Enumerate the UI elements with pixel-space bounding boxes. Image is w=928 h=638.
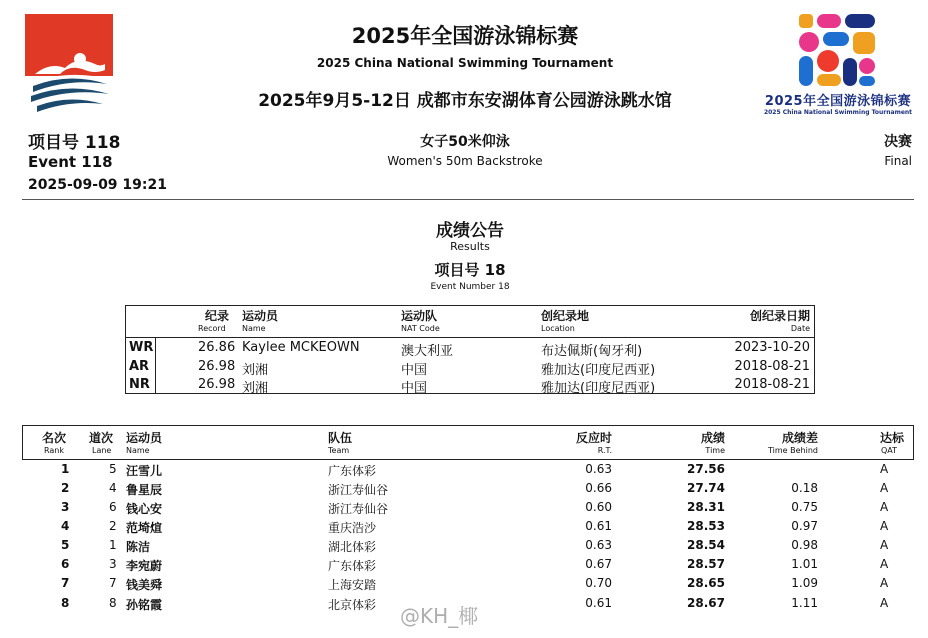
res-hdr-rt-en: R.T. [597, 446, 612, 455]
rank-cell: 8 [61, 596, 70, 610]
team-cell: 浙江寿仙谷 [328, 483, 389, 497]
res-hdr-rank-en: Rank [44, 446, 64, 455]
rt-cell: 0.63 [585, 538, 612, 552]
results-title-cn: 成绩公告 [436, 221, 504, 241]
team-cell: 北京体彩 [328, 598, 377, 612]
behind-cell: 0.98 [791, 538, 818, 552]
time-cell: 28.54 [687, 538, 725, 552]
rec-hdr-nat-en: NAT Code [401, 324, 440, 333]
rank-cell: 5 [61, 538, 70, 552]
rec-location: 雅加达(印度尼西亚) [541, 363, 656, 378]
rt-cell: 0.70 [585, 576, 612, 590]
rec-name: Kaylee MCKEOWN [242, 340, 360, 355]
athlete-cell: 陈洁 [126, 540, 151, 554]
tournament-logo-caption [752, 90, 924, 116]
team-cell: 广东体彩 [328, 559, 377, 573]
athlete-cell: 孙铭霞 [126, 598, 163, 612]
rec-type: NR [129, 377, 150, 392]
rec-nat: 中国 [401, 381, 428, 396]
rt-cell: 0.60 [585, 500, 612, 514]
res-hdr-team-en: Team [328, 446, 350, 455]
rec-date: 2018-08-21 [734, 377, 810, 392]
rec-hdr-date-cn: 创纪录日期 [749, 309, 810, 323]
rec-hdr-loc-en: Location [541, 324, 575, 333]
lane-cell: 3 [109, 557, 117, 571]
rec-hdr-date-en: Date [790, 324, 810, 333]
qat-cell: A [880, 519, 889, 533]
behind-cell: 0.18 [791, 481, 818, 495]
rec-name: 刘湘 [242, 363, 269, 378]
team-cell: 广东体彩 [328, 464, 377, 478]
qat-cell: A [880, 576, 889, 590]
results-title-en: Results [450, 240, 490, 253]
event-number-cn: 项目号 118 [28, 133, 121, 153]
rec-time: 26.98 [198, 377, 236, 392]
behind-cell: 0.75 [791, 500, 818, 514]
event-no-en: Event Number 18 [430, 282, 510, 292]
qat-cell: A [880, 481, 889, 495]
behind-cell: 0.97 [791, 519, 818, 533]
rt-cell: 0.61 [585, 596, 612, 610]
lane-cell: 2 [109, 519, 117, 533]
res-hdr-qat-en: QAT [881, 446, 898, 455]
rec-date: 2023-10-20 [734, 340, 810, 355]
tournament-logo-icon [795, 10, 879, 90]
behind-cell: 1.09 [791, 576, 818, 590]
time-cell: 28.65 [687, 576, 725, 590]
lane-cell: 6 [109, 500, 117, 514]
rec-hdr-record-cn: 纪录 [205, 309, 230, 323]
qat-cell: A [880, 462, 889, 476]
tournament-title-cn: 2025年全国游泳锦标赛 [351, 24, 579, 48]
watermark: @KH_椰 [400, 604, 479, 628]
athlete-cell: 钱美舜 [126, 578, 163, 592]
athlete-cell: 李宛蔚 [126, 559, 163, 573]
team-cell: 上海安踏 [328, 578, 377, 592]
rec-hdr-name-en: Name [242, 324, 266, 333]
rec-time: 26.86 [198, 340, 236, 355]
event-name-cn: 女子50米仰泳 [420, 134, 510, 150]
records-column-divider [155, 337, 156, 394]
round-en: Final [884, 154, 912, 168]
event-name-en: Women's 50m Backstroke [387, 154, 543, 168]
res-hdr-behind-en: Time Behind [768, 446, 818, 455]
rank-cell: 3 [61, 500, 70, 514]
lane-cell: 5 [109, 462, 117, 476]
res-hdr-behind-cn: 成绩差 [781, 431, 818, 445]
rank-cell: 6 [61, 557, 70, 571]
event-datetime: 2025-09-09 19:21 [28, 177, 167, 193]
qat-cell: A [880, 596, 889, 610]
rec-type: WR [129, 340, 154, 355]
rank-cell: 2 [61, 481, 70, 495]
team-cell: 湖北体彩 [328, 540, 377, 554]
rank-cell: 4 [61, 519, 70, 533]
athlete-cell: 鲁星辰 [126, 483, 163, 497]
header-divider [22, 199, 914, 200]
qat-cell: A [880, 500, 889, 514]
round-cn: 决赛 [884, 134, 912, 150]
qat-cell: A [880, 538, 889, 552]
tournament-title-en: 2025 China National Swimming Tournament [316, 56, 614, 70]
time-cell: 28.67 [687, 596, 725, 610]
time-cell: 27.56 [687, 462, 725, 476]
rt-cell: 0.67 [585, 557, 612, 571]
rec-type: AR [129, 359, 150, 374]
res-hdr-qat-cn: 达标 [880, 431, 905, 445]
time-cell: 28.53 [687, 519, 725, 533]
rec-date: 2018-08-21 [734, 359, 810, 374]
time-cell: 28.31 [687, 500, 725, 514]
res-hdr-time-en: Time [705, 446, 725, 455]
behind-cell: 1.01 [791, 557, 818, 571]
rec-location: 雅加达(印度尼西亚) [541, 381, 656, 396]
behind-cell: 1.11 [791, 596, 818, 610]
rec-nat: 中国 [401, 363, 428, 378]
rank-cell: 1 [61, 462, 70, 476]
lane-cell: 8 [109, 596, 117, 610]
rt-cell: 0.63 [585, 462, 612, 476]
logo-caption-en: 2025 China National Swimming Tournament [763, 109, 913, 116]
event-no-cn: 项目号 18 [434, 261, 506, 279]
res-hdr-lane-cn: 道次 [89, 431, 114, 445]
res-hdr-time-cn: 成绩 [700, 431, 725, 445]
res-hdr-rt-cn: 反应时 [575, 431, 612, 445]
lane-cell: 4 [109, 481, 117, 495]
rec-hdr-nat-cn: 运动队 [401, 309, 438, 323]
athlete-cell: 汪雪儿 [126, 464, 163, 478]
records-header-divider [125, 337, 815, 338]
rec-time: 26.98 [198, 359, 236, 374]
rt-cell: 0.61 [585, 519, 612, 533]
res-hdr-lane-en: Lane [92, 446, 112, 455]
team-cell: 重庆浩沙 [328, 521, 377, 535]
qat-cell: A [880, 557, 889, 571]
logo-caption-cn: 2025年全国游泳锦标赛 [764, 94, 912, 109]
res-hdr-name-cn: 运动员 [126, 431, 163, 445]
rank-cell: 7 [61, 576, 70, 590]
event-number-en: Event 118 [28, 153, 113, 171]
rec-hdr-loc-cn: 创纪录地 [541, 309, 590, 323]
team-cell: 浙江寿仙谷 [328, 502, 389, 516]
rec-hdr-name-cn: 运动员 [242, 309, 279, 323]
rec-hdr-record-en: Record [198, 324, 226, 333]
rec-name: 刘湘 [242, 381, 269, 396]
rec-nat: 澳大利亚 [401, 344, 454, 359]
time-cell: 28.57 [687, 557, 725, 571]
rec-location: 布达佩斯(匈牙利) [541, 344, 643, 359]
lane-cell: 1 [109, 538, 117, 552]
swimmer-logo-icon [25, 14, 113, 114]
rt-cell: 0.66 [585, 481, 612, 495]
lane-cell: 7 [109, 576, 117, 590]
res-hdr-rank-cn: 名次 [42, 431, 67, 445]
res-hdr-name-en: Name [126, 446, 150, 455]
date-venue: 2025年9月5-12日 成都市东安湖体育公园游泳跳水馆 [258, 91, 672, 111]
res-hdr-team-cn: 队伍 [328, 431, 353, 445]
athlete-cell: 范埼煊 [126, 521, 163, 535]
athlete-cell: 钱心安 [126, 502, 163, 516]
time-cell: 27.74 [687, 481, 725, 495]
